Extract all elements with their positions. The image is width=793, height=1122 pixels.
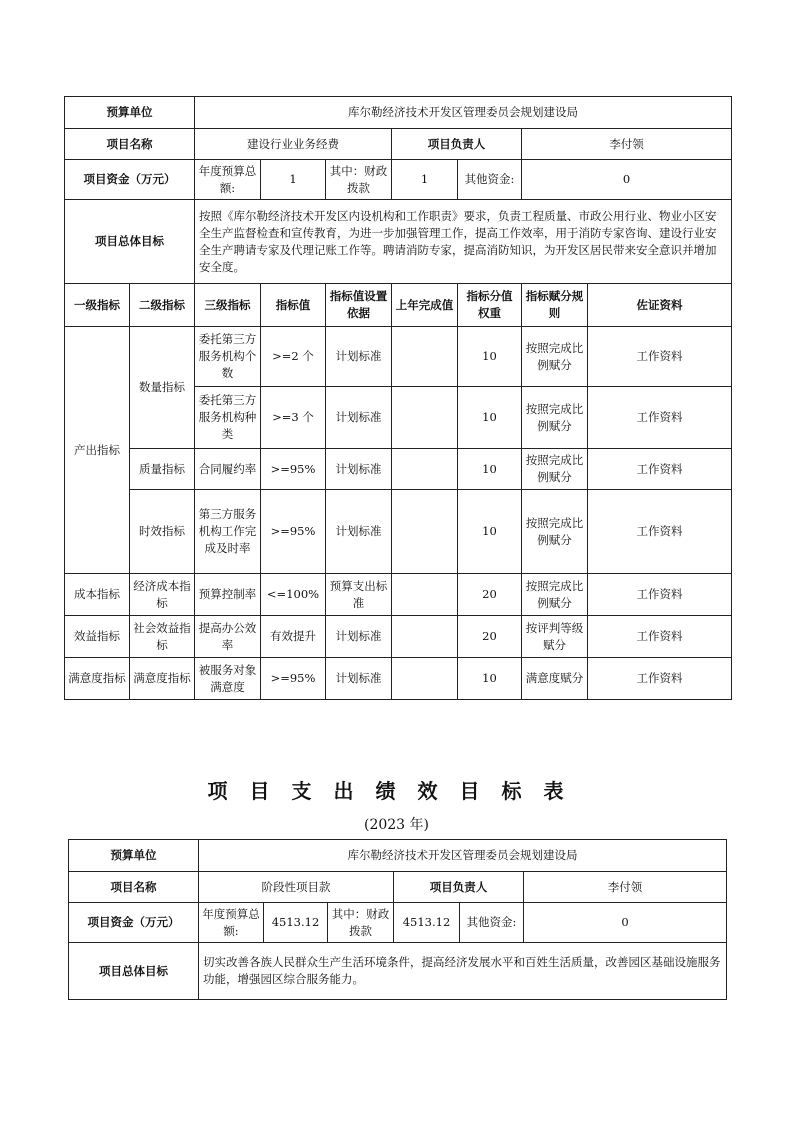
other-funds-label: 其他资金:: [458, 160, 522, 200]
performance-table-1: [64, 96, 732, 700]
project-name-label: 项目名称: [69, 872, 199, 903]
page-title: 项目支出绩效目标表: [207, 779, 586, 803]
basis-cell: 计划标准: [326, 490, 392, 574]
unit-label: 预算单位: [65, 97, 195, 129]
other-funds-value: 0: [522, 160, 732, 200]
subcategory-quality: 质量指标: [130, 449, 195, 490]
fiscal-value: 1: [392, 160, 458, 200]
prev-cell: [392, 449, 458, 490]
funds-label: 项目资金（万元）: [65, 160, 195, 200]
fiscal-label: 其中：财政拨款: [326, 160, 392, 200]
evidence-cell: 工作资料: [588, 449, 732, 490]
rule-cell: 按照完成比例赋分: [522, 327, 588, 387]
category-satisfaction: 满意度指标: [65, 658, 130, 700]
weight-cell: 10: [458, 387, 522, 449]
rule-cell: 按评判等级赋分: [522, 616, 588, 658]
subcategory-satisfaction: 满意度指标: [130, 658, 195, 700]
value-cell: >=2 个: [261, 327, 326, 387]
prev-cell: [392, 658, 458, 700]
prev-cell: [392, 574, 458, 616]
basis-cell: 计划标准: [326, 616, 392, 658]
basis-cell: 计划标准: [326, 387, 392, 449]
table-row: [65, 616, 732, 658]
level3-cell: 被服务对象满意度: [195, 658, 261, 700]
annual-budget-label: 年度预算总额:: [195, 160, 261, 200]
level3-cell: 第三方服务机构工作完成及时率: [195, 490, 261, 574]
rule-cell: 按照完成比例赋分: [522, 449, 588, 490]
table-row: [65, 658, 732, 700]
level3-cell: 合同履约率: [195, 449, 261, 490]
evidence-cell: 工作资料: [588, 616, 732, 658]
header-weight: 指标分值权重: [458, 284, 522, 327]
value-cell: >=95%: [261, 658, 326, 700]
level3-cell: 预算控制率: [195, 574, 261, 616]
rule-cell: 满意度赋分: [522, 658, 588, 700]
header-evidence: 佐证资料: [588, 284, 732, 327]
rule-cell: 按照完成比例赋分: [522, 490, 588, 574]
evidence-cell: 工作资料: [588, 574, 732, 616]
weight-cell: 20: [458, 574, 522, 616]
weight-cell: 10: [458, 490, 522, 574]
weight-cell: 20: [458, 616, 522, 658]
basis-cell: 计划标准: [326, 327, 392, 387]
goal-label: 项目总体目标: [69, 943, 199, 1000]
subcategory-cost: 经济成本指标: [130, 574, 195, 616]
table-row: [65, 327, 732, 387]
leader-value: 李付领: [524, 872, 727, 903]
annual-budget-value: 4513.12: [264, 903, 328, 943]
basis-cell: 预算支出标准: [326, 574, 392, 616]
unit-label: 预算单位: [69, 840, 199, 872]
subcategory-time: 时效指标: [130, 490, 195, 574]
project-name-label: 项目名称: [65, 129, 195, 160]
other-funds-value: 0: [524, 903, 727, 943]
weight-cell: 10: [458, 658, 522, 700]
table-row: [65, 490, 732, 574]
header-level1: 一级指标: [65, 284, 130, 327]
goal-label: 项目总体目标: [65, 200, 195, 284]
funds-label: 项目资金（万元）: [69, 903, 199, 943]
weight-cell: 10: [458, 449, 522, 490]
header-level2: 二级指标: [130, 284, 195, 327]
prev-cell: [392, 490, 458, 574]
table-row: [65, 574, 732, 616]
performance-table-2: [68, 839, 727, 1000]
header-prev: 上年完成值: [392, 284, 458, 327]
fiscal-label: 其中：财政拨款: [328, 903, 394, 943]
other-funds-label: 其他资金:: [460, 903, 524, 943]
year-label: (2023 年): [363, 817, 429, 833]
evidence-cell: 工作资料: [588, 327, 732, 387]
level3-cell: 委托第三方服务机构种类: [195, 387, 261, 449]
prev-cell: [392, 327, 458, 387]
project-name-value: 阶段性项目款: [199, 872, 394, 903]
subcategory-quantity: 数量指标: [130, 327, 195, 449]
annual-budget-value: 1: [261, 160, 326, 200]
level3-cell: 委托第三方服务机构个数: [195, 327, 261, 387]
rule-cell: 按照完成比例赋分: [522, 387, 588, 449]
goal-text: 切实改善各族人民群众生产生活环境条件，提高经济发展水平和百姓生活质量，改善园区基础设施服务功能，增强园区综合服务能力。: [199, 943, 727, 1000]
basis-cell: 计划标准: [326, 449, 392, 490]
leader-label: 项目负责人: [392, 129, 522, 160]
header-level3: 三级指标: [195, 284, 261, 327]
subcategory-benefit: 社会效益指标: [130, 616, 195, 658]
basis-cell: 计划标准: [326, 658, 392, 700]
value-cell: 有效提升: [261, 616, 326, 658]
fiscal-value: 4513.12: [394, 903, 460, 943]
evidence-cell: 工作资料: [588, 490, 732, 574]
evidence-cell: 工作资料: [588, 387, 732, 449]
goal-text: 按照《库尔勒经济技术开发区内设机构和工作职责》要求，负责工程质量、市政公用行业、物业小区安全生产监督检查和宣传教育，为进一步加强管理工作，提高工作效率，用于消防专家咨询、建设行业安全生产聘请专家及代理记账工作等。聘请消防专家，提高消防知识，为开发区居民带来安全意识并增加安全度。: [195, 200, 732, 284]
category-output: 产出指标: [65, 327, 130, 574]
prev-cell: [392, 616, 458, 658]
category-cost: 成本指标: [65, 574, 130, 616]
leader-value: 李付领: [522, 129, 732, 160]
rule-cell: 按照完成比例赋分: [522, 574, 588, 616]
value-cell: >=95%: [261, 490, 326, 574]
table-row: [65, 449, 732, 490]
header-value: 指标值: [261, 284, 326, 327]
level3-cell: 提高办公效率: [195, 616, 261, 658]
project-name-value: 建设行业业务经费: [195, 129, 392, 160]
value-cell: >=95%: [261, 449, 326, 490]
value-cell: >=3 个: [261, 387, 326, 449]
unit-value: 库尔勒经济技术开发区管理委员会规划建设局: [199, 840, 727, 872]
prev-cell: [392, 387, 458, 449]
weight-cell: 10: [458, 327, 522, 387]
value-cell: <=100%: [261, 574, 326, 616]
header-basis: 指标值设置依据: [326, 284, 392, 327]
leader-label: 项目负责人: [394, 872, 524, 903]
evidence-cell: 工作资料: [588, 658, 732, 700]
category-benefit: 效益指标: [65, 616, 130, 658]
header-rule: 指标赋分规则: [522, 284, 588, 327]
unit-value: 库尔勒经济技术开发区管理委员会规划建设局: [195, 97, 732, 129]
annual-budget-label: 年度预算总额:: [199, 903, 264, 943]
